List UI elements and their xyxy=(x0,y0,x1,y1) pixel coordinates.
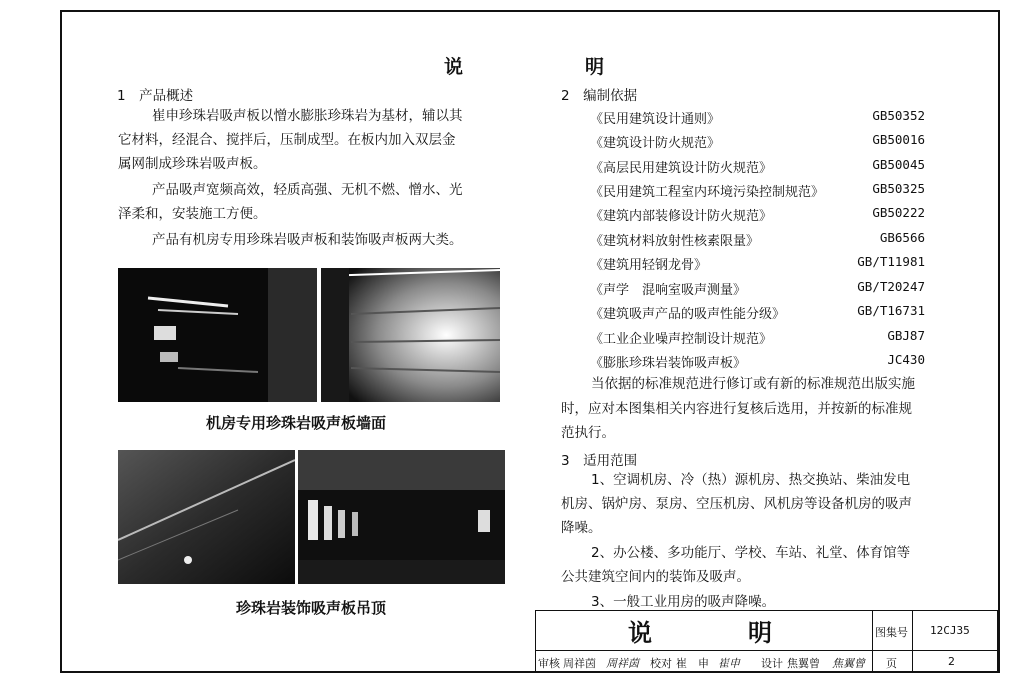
reference-code: JC430 xyxy=(887,352,925,367)
para-line-3: 属网制成珍珠岩吸声板。 xyxy=(118,156,267,172)
designer-name: 焦翼曾 xyxy=(787,657,820,670)
reference-row xyxy=(590,108,925,130)
page-number: 2 xyxy=(948,655,955,668)
reference-row xyxy=(590,205,925,227)
reference-code: GB50016 xyxy=(872,132,925,147)
check-label: 校对 xyxy=(650,657,672,670)
ceiling-photo-left xyxy=(118,450,295,584)
para-line-6: 产品有机房专用珍珠岩吸声板和装饰吸声板两大类。 xyxy=(152,232,463,248)
reference-row xyxy=(590,352,925,374)
reference-name: 《膨胀珍珠岩装饰吸声板》 xyxy=(590,356,747,371)
reference-row xyxy=(590,132,925,154)
note-line-3: 范执行。 xyxy=(561,425,615,441)
atlas-number: 12CJ35 xyxy=(930,624,970,637)
reference-name: 《建筑用轻钢龙骨》 xyxy=(590,258,708,273)
reference-code: GB/T20247 xyxy=(857,279,925,294)
reference-row xyxy=(590,279,925,301)
title-block-divider xyxy=(535,650,998,651)
reference-code: GB6566 xyxy=(879,230,925,245)
reference-code: GB50325 xyxy=(872,181,925,196)
checker-signature: 崔申 xyxy=(718,657,740,670)
scope-line-1: 1、空调机房、冷（热）源机房、热交换站、柴油发电 xyxy=(591,472,911,488)
reference-code: GB/T11981 xyxy=(857,254,925,269)
page-label: 页 xyxy=(886,657,897,670)
reference-code: GBJ87 xyxy=(887,328,925,343)
reviewer-name: 周祥茵 xyxy=(563,657,596,670)
title-block-title-left: 说 xyxy=(628,619,652,647)
para-line-2: 它材料，经混合、搅拌后，压制成型。在板内加入双层金 xyxy=(118,132,456,148)
caption-ceiling: 珍珠岩装饰吸声板吊顶 xyxy=(236,599,387,617)
reference-name: 《建筑内部装修设计防火规范》 xyxy=(590,209,773,224)
caption-machine-room: 机房专用珍珠岩吸声板墙面 xyxy=(206,414,387,432)
para-line-4: 产品吸声宽频高效，轻质高强、无机不燃、憎水、光 xyxy=(152,182,463,198)
reviewer-signature: 周祥茵 xyxy=(606,657,639,670)
page-title-right: 明 xyxy=(585,56,607,78)
reference-code: GB50045 xyxy=(872,157,925,172)
section1-heading: 1 产品概述 xyxy=(117,88,194,104)
scope-line-3: 降噪。 xyxy=(561,520,602,536)
para-line-5: 泽柔和，安装施工方便。 xyxy=(118,206,267,222)
note-line-1: 当依据的标准规范进行修订或有新的标准规范出版实施 xyxy=(591,376,915,392)
scope-line-2: 机房、锅炉房、泵房、空压机房、风机房等设备机房的吸声 xyxy=(561,496,912,512)
reference-name: 《声学 混响室吸声测量》 xyxy=(590,283,747,298)
reference-code: GB50222 xyxy=(872,205,925,220)
machine-room-photo-left xyxy=(118,268,317,402)
reference-name: 《民用建筑工程室内环境污染控制规范》 xyxy=(590,185,825,200)
reference-name: 《建筑材料放射性核素限量》 xyxy=(590,234,760,249)
reference-row xyxy=(590,303,925,325)
scope-line-6: 3、一般工业用房的吸声降噪。 xyxy=(591,594,776,610)
reference-code: GB50352 xyxy=(872,108,925,123)
review-label: 审核 xyxy=(538,657,560,670)
reference-row xyxy=(590,328,925,350)
section2-heading: 2 编制依据 xyxy=(561,88,638,104)
reference-name: 《建筑设计防火规范》 xyxy=(590,136,721,151)
reference-row xyxy=(590,254,925,276)
reference-name: 《建筑吸声产品的吸声性能分级》 xyxy=(590,307,786,322)
page-title-left: 说 xyxy=(444,56,466,78)
reference-name: 《工业企业噪声控制设计规范》 xyxy=(590,332,773,347)
reference-name: 《民用建筑设计通则》 xyxy=(590,112,721,127)
section3-heading: 3 适用范围 xyxy=(561,453,638,469)
title-block-title-right: 明 xyxy=(748,619,772,647)
scope-line-4: 2、办公楼、多功能厅、学校、车站、礼堂、体育馆等 xyxy=(591,545,911,561)
design-label: 设计 xyxy=(761,657,783,670)
note-line-2: 时，应对本图集相关内容进行复核后选用，并按新的标准规 xyxy=(561,401,912,417)
reference-name: 《高层民用建筑设计防火规范》 xyxy=(590,161,773,176)
ceiling-photo-right xyxy=(298,450,505,584)
atlas-label: 图集号 xyxy=(875,626,908,639)
para-line-1: 崔申珍珠岩吸声板以憎水膨胀珍珠岩为基材，辅以其 xyxy=(152,108,463,124)
scope-line-5: 公共建筑空间内的装饰及吸声。 xyxy=(561,569,750,585)
reference-row xyxy=(590,181,925,203)
reference-row xyxy=(590,157,925,179)
reference-code: GB/T16731 xyxy=(857,303,925,318)
designer-signature: 焦翼曾 xyxy=(832,657,865,670)
title-block-divider xyxy=(872,610,873,672)
machine-room-photo-right xyxy=(321,268,500,402)
reference-row xyxy=(590,230,925,252)
checker-name: 崔 申 xyxy=(676,657,709,670)
title-block-divider xyxy=(912,610,913,672)
